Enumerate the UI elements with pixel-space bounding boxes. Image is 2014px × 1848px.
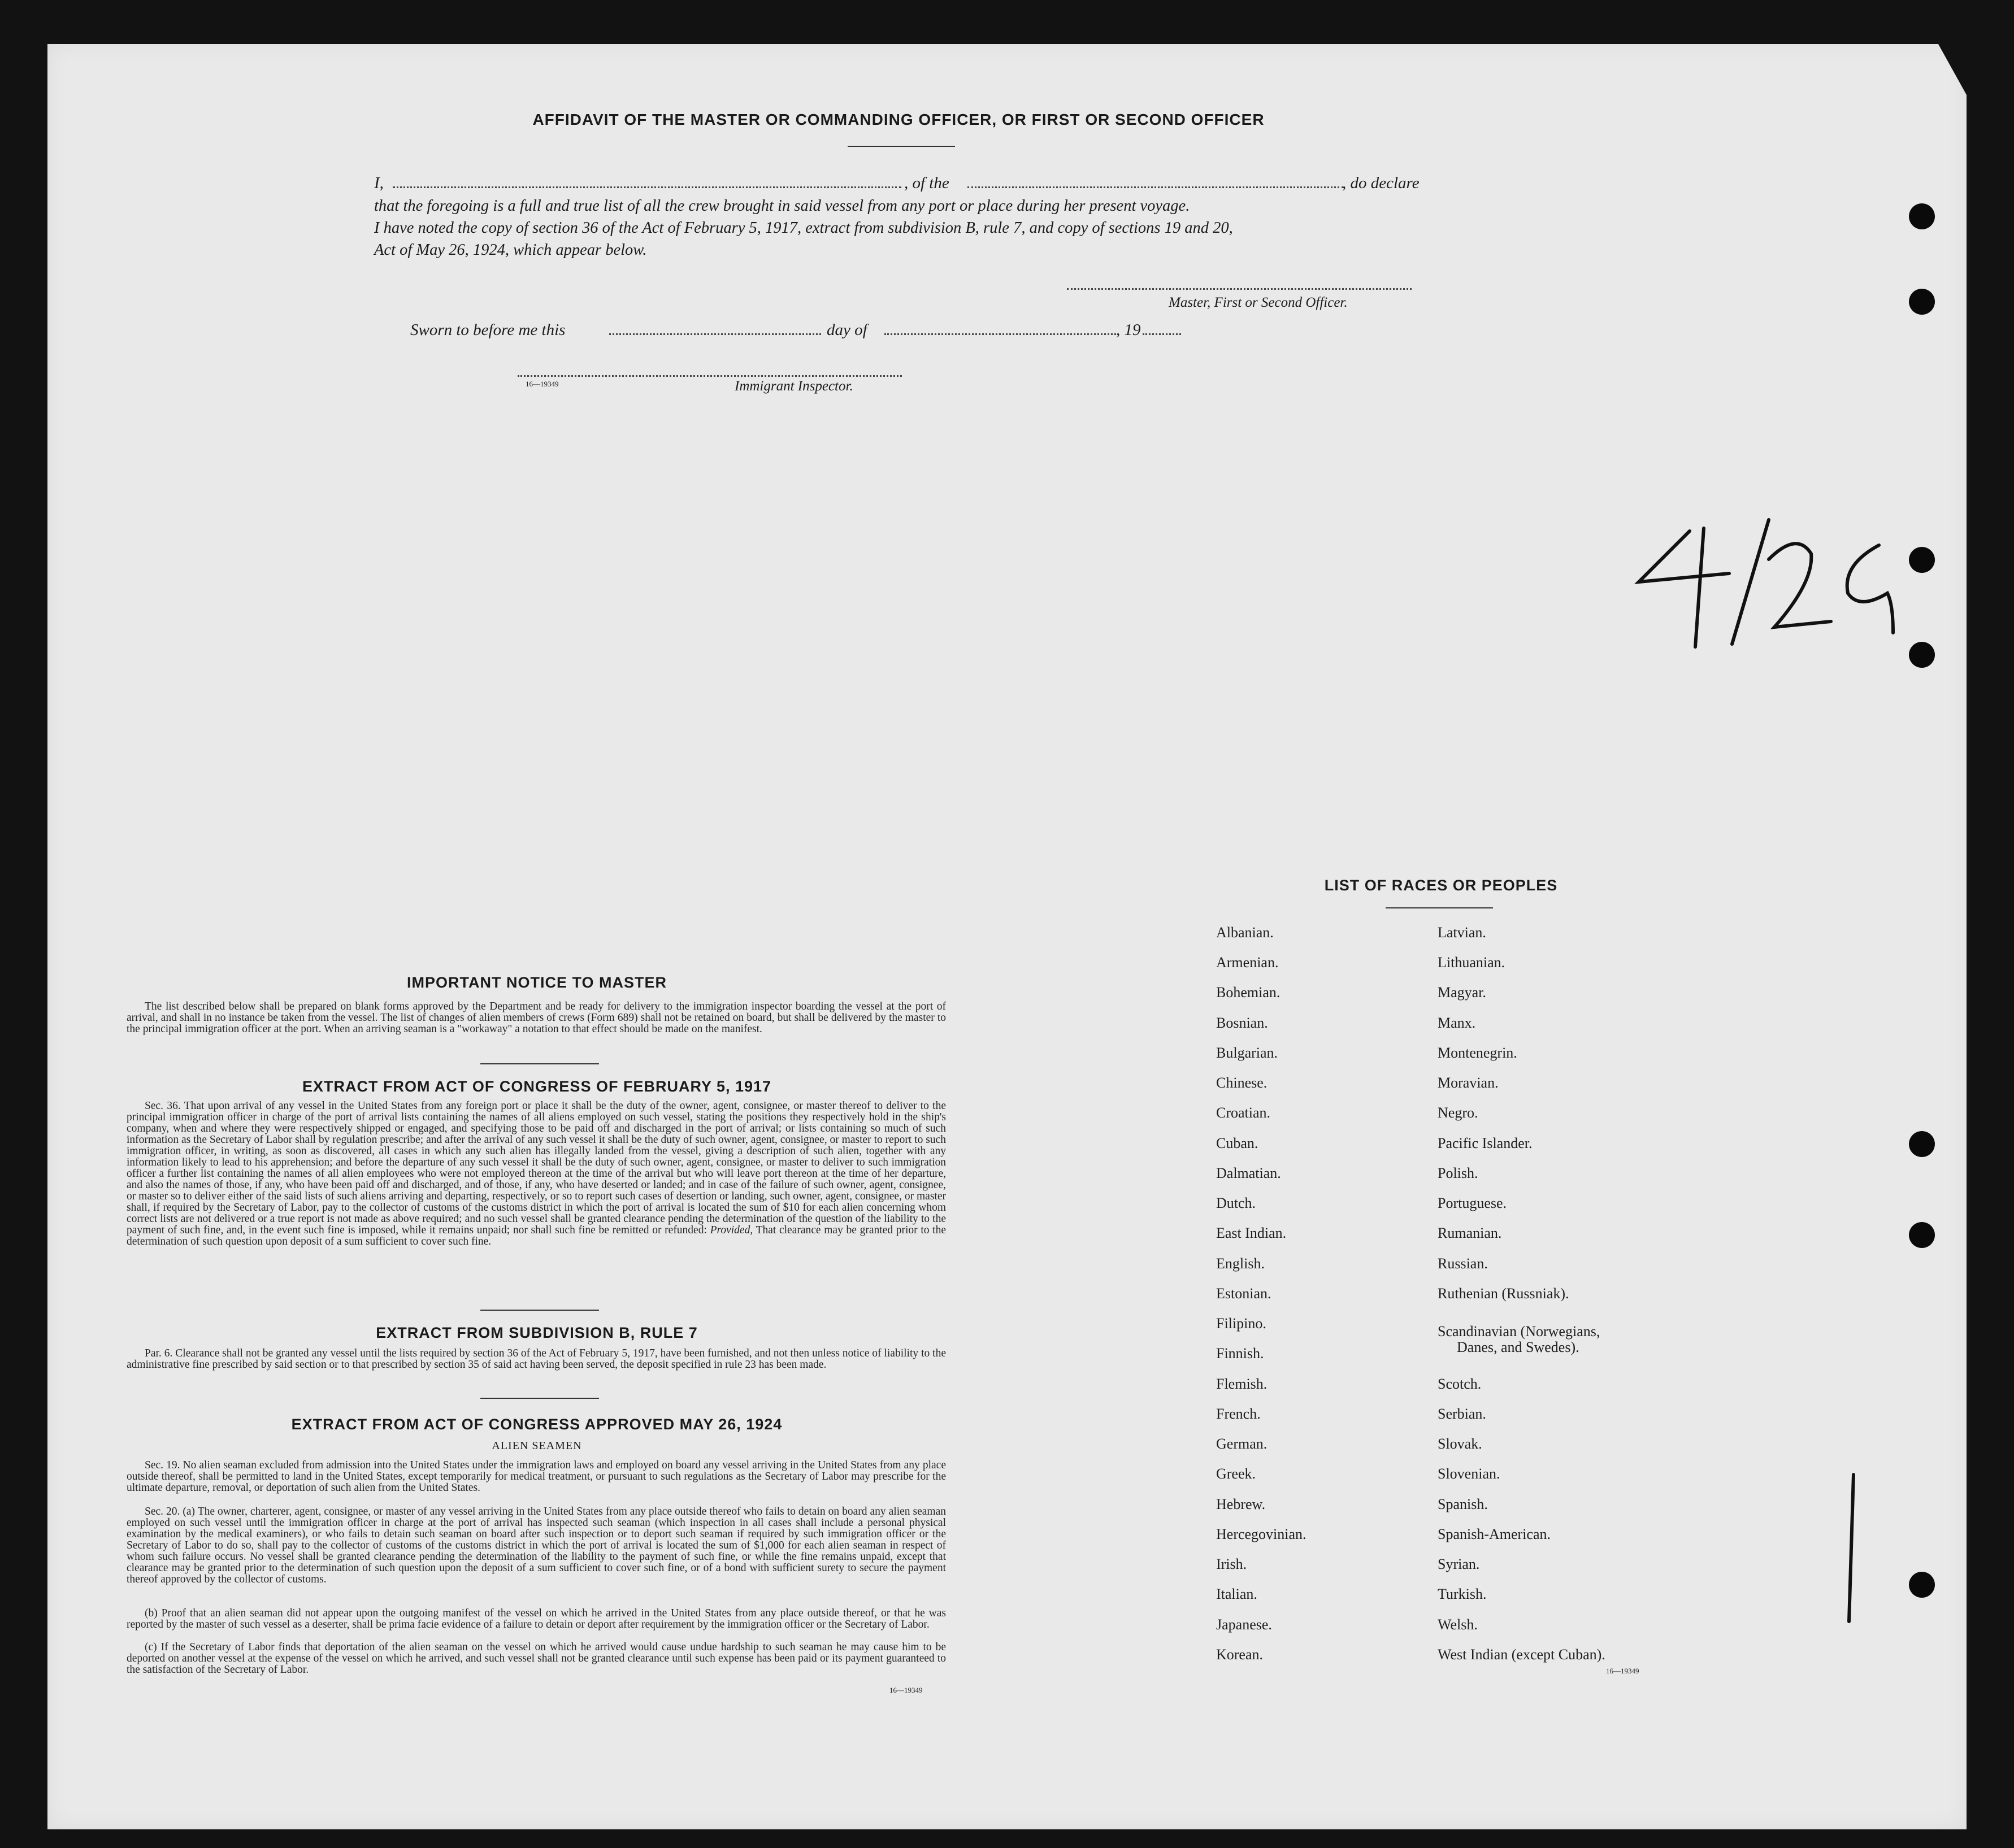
race-item: Scotch.: [1438, 1376, 1482, 1392]
race-item: Turkish.: [1438, 1586, 1487, 1602]
day-of-label: day of: [827, 321, 867, 339]
year-label: , 19: [1116, 321, 1141, 339]
race-item: Chinese.: [1216, 1075, 1268, 1091]
punch-hole: [1909, 1222, 1935, 1248]
vessel-blank: [967, 181, 1343, 191]
notice-title: IMPORTANT NOTICE TO MASTER: [407, 974, 667, 991]
section-20c-text: (c) If the Secretary of Labor finds that deportation of the alien seaman on the vessel on which he arrived would cause undue hardship to such seaman he may cause him to be deported on another vessel at the expense of the vessel on which he arrived, and such vessel shall not be granted clearance until such expense has been paid or its payment guaranteed to the satisfaction of the Secretary of Labor.: [127, 1641, 946, 1676]
affidavit-of-the: , of the: [904, 174, 949, 192]
divider: [480, 1063, 599, 1064]
race-item: Greek.: [1216, 1466, 1256, 1482]
section-20b-text: (b) Proof that an alien seaman did not appear upon the outgoing manifest of the vessel on which he arrived in the United States from any place outside thereof, or that he was reported by the master of such vessel as a deserter, shall be prima facie evidence of a failure to detain or deport after requirement by the immigration officer or the Secretary of Labor.: [127, 1607, 946, 1630]
race-item: Danes, and Swedes).: [1457, 1339, 1579, 1355]
punch-hole: [1909, 1572, 1935, 1598]
extract-1917-text: [127, 1101, 946, 1247]
race-item: Welsh.: [1438, 1616, 1478, 1633]
race-item: Albanian.: [1216, 924, 1274, 941]
race-item: Rumanian.: [1438, 1225, 1502, 1241]
race-item: Magyar.: [1438, 984, 1486, 1001]
extract-1917-title: EXTRACT FROM ACT OF CONGRESS OF FEBRUARY 5, 1917: [302, 1078, 772, 1095]
divider: [848, 146, 955, 147]
section-tail: That clearance may be granted prior to the determination of such question upon deposit of a sum sufficient to cover such fine.: [127, 1224, 947, 1247]
rule7-title: EXTRACT FROM SUBDIVISION B, RULE 7: [376, 1324, 698, 1341]
race-item: Armenian.: [1216, 954, 1279, 971]
affidavit-text: that the foregoing is a full and true list of all the crew brought in said vessel from any port or place during her present voyage.: [374, 197, 1190, 215]
month-blank: [884, 333, 1116, 335]
page-corner: [1938, 44, 1967, 95]
race-item: Bosnian.: [1216, 1015, 1268, 1031]
affidavit-declare: , do declare: [1342, 174, 1420, 192]
notice-text: The list described below shall be prepared on blank forms approved by the Department and be ready for delivery to the immigration inspector boarding the vessel at the port of arrival, and shall in no instance be taken from the vessel. The list of changes of alien members of crews (Form 689) shall not be retained on board, but shall be delivered by the master to the principal immigration officer at the port. When an arriving seaman is a "workaway" a notation to that effect should be made on the manifest.: [127, 1001, 946, 1035]
race-item: Hercegovinian.: [1216, 1526, 1307, 1542]
year-blank: [1143, 333, 1181, 335]
punch-hole: [1909, 1131, 1935, 1157]
extract-1924-title: EXTRACT FROM ACT OF CONGRESS APPROVED MAY 26, 1924: [291, 1416, 783, 1433]
name-blank: [393, 181, 901, 191]
race-item: Scandinavian (Norwegians,: [1438, 1323, 1600, 1340]
race-item: Italian.: [1216, 1586, 1257, 1602]
section-19-text: Sec. 19. No alien seaman excluded from admission into the United States under the immigration laws and employed on board any vessel arriving in the United States from any place outside thereof, shall be permitted to land in the United States, except temporarily for medical treatment, or pursuant to such regulations as the Secretary of Labor may prescribe for the ultimate departure, removal, or deportation of such alien from the United States.: [127, 1459, 946, 1494]
race-item: Spanish-American.: [1438, 1526, 1551, 1542]
race-item: Montenegrin.: [1438, 1045, 1517, 1061]
race-item: German.: [1216, 1436, 1268, 1452]
race-item: Lithuanian.: [1438, 954, 1505, 971]
sworn-day-blank: [609, 333, 821, 335]
race-item: French.: [1216, 1406, 1261, 1422]
section-body: That upon arrival of any vessel in the United States from any foreign port or place it shall be the duty of the owner, agent, consignee, or master thereof to deliver to the principal immigration officer in charge of the port of arrival lists containing the names of all aliens employed on such vessel, stating the positions they respectively hold in the ship's company, when and where they were respectively shipped or engaged, and specifying those to be paid off and discharged in the port of arrival; or lists containing so much of such information as the Secretary of Labor shall by regulation prescribe; and after the arrival of any such vessel it shall be the duty of such owner, agent, consignee, or master to report to such immigration officer, in writing, as soon as discovered, all cases in which any such alien has illegally landed from the vessel, giving a description of such alien, together with any information likely to lead to his apprehension; and before the departure of any such vessel it shall be the duty of such owner, agent, consignee, or master to deliver to such immigration officer a further list containing the names of all alien employees who were not employed thereon at the time of the arrival but who will leave port thereon at the time of her departure, and also the names of those, if any, who have been paid off and discharged, and of those, if any, who have deserted or landed; and in case of the failure of such owner, agent, consignee, or master so to deliver either of the said lists of such aliens arriving and departing, respectively, or so to report such cases of desertion or landing, such owner, agent, consignee, or master shall, if required by the Secretary of Labor, pay to the collector of customs of the customs district in which the port of arrival is located the sum of $10 for each alien concerning whom correct lists are not delivered or a true report is not made as above required; and no such vessel shall be granted clearance pending the determination of the question of the liability to the payment of such fine, and, in the event such fine is imposed, while it remains unpaid; nor shall such fine be remitted or refunded:: [127, 1100, 946, 1236]
divider: [480, 1310, 599, 1311]
races-title: LIST OF RACES OR PEOPLES: [1324, 877, 1558, 894]
punch-hole: [1909, 203, 1935, 229]
race-item: Korean.: [1216, 1646, 1264, 1663]
master-signature-label: Master, First or Second Officer.: [1169, 295, 1348, 310]
sworn-label: Sworn to before me this: [410, 321, 566, 339]
form-number: 16—19349: [1606, 1667, 1639, 1675]
race-item: Bohemian.: [1216, 984, 1281, 1001]
race-item: Ruthenian (Russniak).: [1438, 1285, 1569, 1302]
affidavit-i: I,: [374, 174, 384, 192]
race-item: Dutch.: [1216, 1195, 1256, 1211]
race-item: Irish.: [1216, 1556, 1247, 1572]
inspector-signature-line: [518, 375, 902, 377]
race-item: Cuban.: [1216, 1135, 1258, 1151]
race-item: Spanish.: [1438, 1496, 1488, 1512]
affidavit-text: Act of May 26, 1924, which appear below.: [374, 241, 647, 259]
race-item: Syrian.: [1438, 1556, 1480, 1572]
race-item: English.: [1216, 1255, 1265, 1272]
race-item: Pacific Islander.: [1438, 1135, 1533, 1151]
race-item: Russian.: [1438, 1255, 1488, 1272]
provided-label: Provided,: [710, 1224, 753, 1236]
race-item: Filipino.: [1216, 1315, 1266, 1332]
race-item: Dalmatian.: [1216, 1165, 1281, 1181]
form-number: 16—19349: [526, 380, 559, 388]
race-item: Finnish.: [1216, 1345, 1264, 1362]
race-item: Slovak.: [1438, 1436, 1482, 1452]
divider: [1386, 907, 1493, 908]
race-item: Croatian.: [1216, 1105, 1271, 1121]
race-item: Manx.: [1438, 1015, 1476, 1031]
race-item: Portuguese.: [1438, 1195, 1507, 1211]
affidavit-title: AFFIDAVIT OF THE MASTER OR COMMANDING OFFICER, OR FIRST OR SECOND OFFICER: [532, 111, 1265, 128]
race-item: Latvian.: [1438, 924, 1486, 941]
rule7-text: Par. 6. Clearance shall not be granted any vessel until the lists required by section 36 of the Act of February 5, 1917, have been furnished, and not then unless notice of liability to the administrative fine prescribed by said section or to that prescribed by section 35 of said act having been served, the deposit specified in rule 23 has been made.: [127, 1347, 946, 1371]
race-item: Moravian.: [1438, 1075, 1499, 1091]
inspector-label: Immigrant Inspector.: [735, 379, 853, 394]
master-signature-line: [1067, 288, 1412, 290]
punch-hole: [1909, 289, 1935, 315]
form-number: 16—19349: [889, 1686, 923, 1694]
race-item: Japanese.: [1216, 1616, 1272, 1633]
race-item: Estonian.: [1216, 1285, 1271, 1302]
race-item: Flemish.: [1216, 1376, 1268, 1392]
race-item: Bulgarian.: [1216, 1045, 1278, 1061]
race-item: Negro.: [1438, 1105, 1478, 1121]
section-label: Sec. 36.: [145, 1100, 181, 1112]
affidavit-text: I have noted the copy of section 36 of the Act of February 5, 1917, extract from subdivision B, rule 7, and copy of sections 19 and 20,: [374, 219, 1233, 237]
race-item: Slovenian.: [1438, 1466, 1500, 1482]
race-item: Serbian.: [1438, 1406, 1486, 1422]
race-item: West Indian (except Cuban).: [1438, 1646, 1605, 1663]
race-item: Hebrew.: [1216, 1496, 1266, 1512]
race-item: Polish.: [1438, 1165, 1478, 1181]
divider: [480, 1398, 599, 1399]
race-item: East Indian.: [1216, 1225, 1287, 1241]
alien-seamen-subtitle: ALIEN SEAMEN: [492, 1440, 582, 1452]
section-20a-text: Sec. 20. (a) The owner, charterer, agent, consignee, or master of any vessel arriving in the United States from any place outside thereof who fails to detain on board any alien seaman employed on such vessel until the immigration officer in charge at the port of arrival has inspected such seaman (which inspection in all cases shall include a personal physical examination by the medical examiners), or who fails to detain such seaman on board after such inspection or to deport such seaman if required by such immigration officer or the Secretary of Labor to do so, shall pay to the collector of customs of the customs district in which the port of arrival is located the sum of $1,000 for each alien seaman in respect of whom such failure occurs. No vessel shall be granted clearance pending the determination of the liability to the payment of such fine, or while the fine remains unpaid, except that clearance may be granted prior to the determination of such question upon the deposit of a sum sufficient to cover such fine, or of a bond with sufficient surety to secure the payment thereof approved by the collector of customs.: [127, 1506, 946, 1585]
